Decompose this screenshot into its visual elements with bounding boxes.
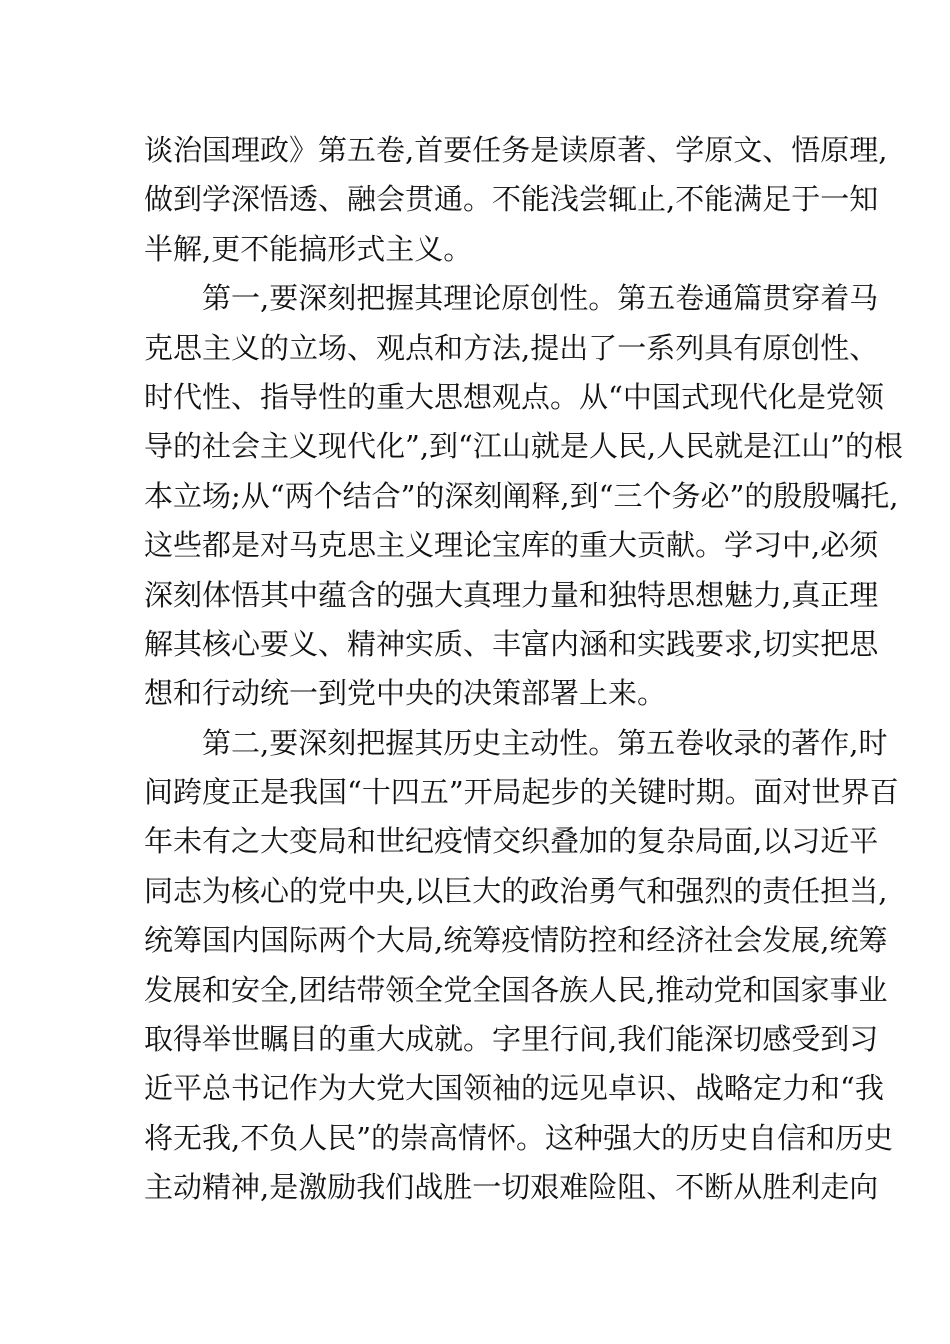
paragraph-3-line-10: 主动精神,是激励我们战胜一切艰难险阻、不断从胜利走向 <box>144 1170 879 1205</box>
paragraph-3-line-8: 近平总书记作为大党大国领袖的远见卓识、战略定力和“我 <box>144 1071 884 1106</box>
paragraph-1-line-3: 半解,更不能搞形式主义。 <box>144 231 473 266</box>
paragraph-3-line-3: 年未有之大变局和世纪疫情交织叠加的复杂局面,以习近平 <box>144 824 879 859</box>
paragraph-3-line-9: 将无我,不负人民”的崇高情怀。这种强大的历史自信和历史 <box>144 1120 894 1155</box>
paragraph-2-line-1: 第一,要深刻把握其理论原创性。第五卷通篇贯穿着马 <box>202 281 879 316</box>
paragraph-3-line-4: 同志为核心的党中央,以巨大的政治勇气和强烈的责任担当, <box>144 873 888 908</box>
paragraph-2-line-8: 解其核心要义、精神实质、丰富内涵和实践要求,切实把思 <box>144 626 879 661</box>
paragraph-2-line-7: 深刻体悟其中蕴含的强大真理力量和独特思想魅力,真正理 <box>144 577 879 612</box>
paragraph-3-line-1: 第二,要深刻把握其历史主动性。第五卷收录的著作,时 <box>202 725 888 760</box>
paragraph-3-line-5: 统筹国内国际两个大局,统筹疫情防控和经济社会发展,统筹 <box>144 923 888 958</box>
paragraph-3-line-7: 取得举世瞩目的重大成就。字里行间,我们能深切感受到习 <box>144 1022 879 1057</box>
paragraph-2-line-6: 这些都是对马克思主义理论宝库的重大贡献。学习中,必须 <box>144 528 879 563</box>
paragraph-2-line-5: 本立场;从“两个结合”的深刻阐释,到“三个务必”的殷殷嘱托, <box>144 478 899 513</box>
paragraph-3-line-2: 间跨度正是我国“十四五”开局起步的关键时期。面对世界百 <box>144 775 899 810</box>
paragraph-1-line-2: 做到学深悟透、融会贯通。不能浅尝辄止,不能满足于一知 <box>144 182 879 217</box>
paragraph-3-line-6: 发展和安全,团结带领全党全国各族人民,推动党和国家事业 <box>144 972 888 1007</box>
paragraph-2-line-2: 克思主义的立场、观点和方法,提出了一系列具有原创性、 <box>144 330 879 365</box>
paragraph-2-line-3: 时代性、指导性的重大思想观点。从“中国式现代化是党领 <box>144 379 884 414</box>
paragraph-2-line-4: 导的社会主义现代化”,到“江山就是人民,人民就是江山”的根 <box>144 429 903 464</box>
paragraph-1-line-1: 谈治国理政》第五卷,首要任务是读原著、学原文、悟原理, <box>144 133 888 167</box>
paragraph-2-line-9: 想和行动统一到党中央的决策部署上来。 <box>144 676 667 711</box>
document-body <box>144 126 903 1213</box>
